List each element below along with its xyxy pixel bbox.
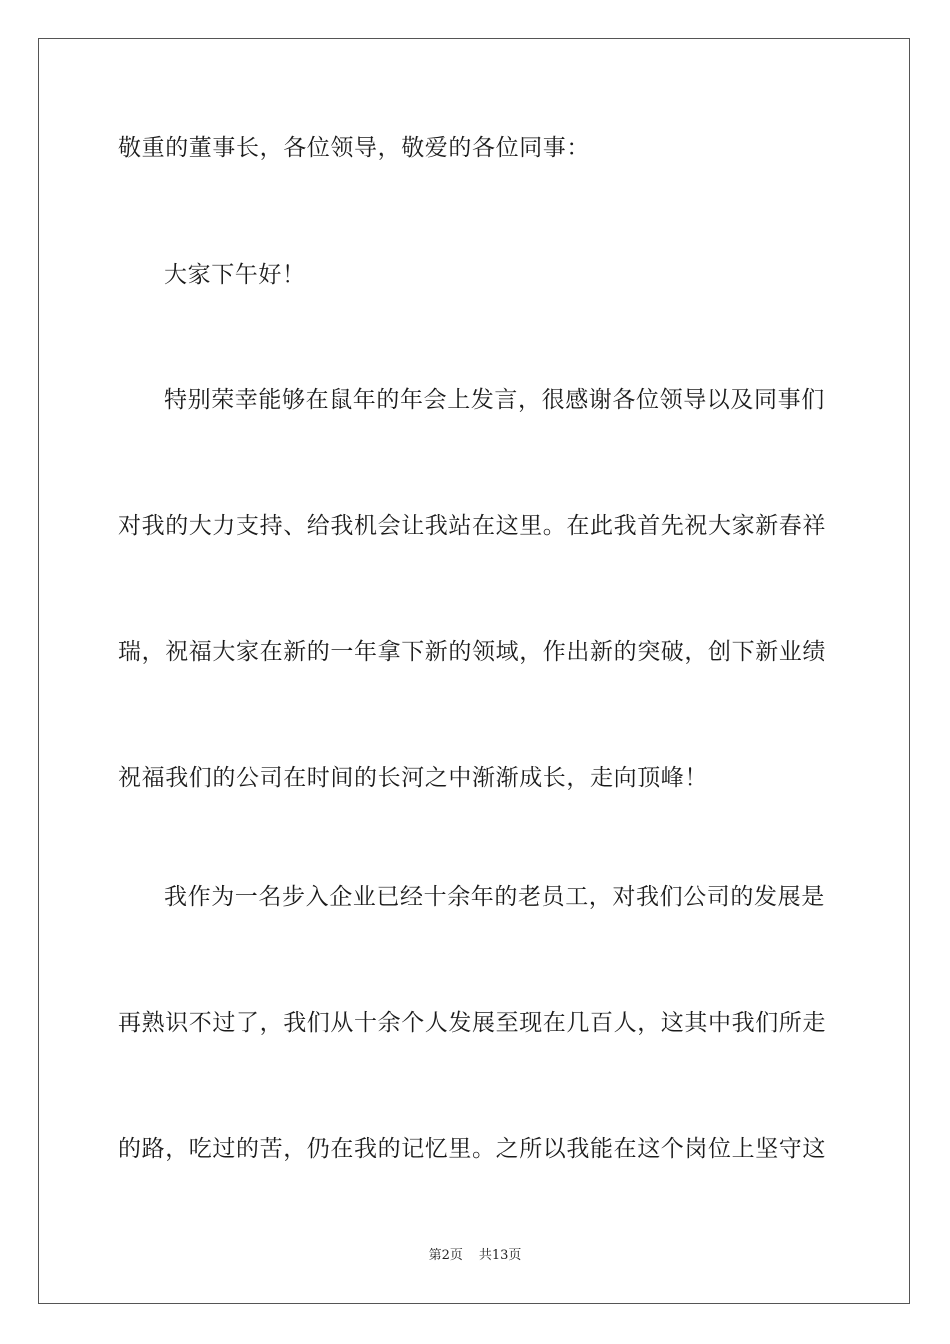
salutation-line: 敬重的董事长，各位领导，敬爱的各位同事： [118,135,590,161]
paragraph-line: 祝福我们的公司在时间的长河之中渐渐成长，走向顶峰！ [118,765,708,791]
paragraph-line: 再熟识不过了，我们从十余个人发展至现在几百人，这其中我们所走 [118,1010,826,1036]
paragraph-line: 的路，吃过的苦，仍在我的记忆里。之所以我能在这个岗位上坚守这 [118,1136,826,1162]
paragraph-line: 对我的大力支持、给我机会让我站在这里。在此我首先祝大家新春祥 [118,513,826,539]
page-footer [0,1248,950,1264]
paragraph-line: 瑞，祝福大家在新的一年拿下新的领域，作出新的突破，创下新业绩 [118,639,826,665]
page-total: 共13页 [478,1248,522,1263]
page-number: 第2页 [428,1248,463,1263]
paragraph-line: 特别荣幸能够在鼠年的年会上发言，很感谢各位领导以及同事们 [164,387,825,413]
paragraph-line: 我作为一名步入企业已经十余年的老员工，对我们公司的发展是 [164,884,825,910]
greeting-line: 大家下午好！ [164,262,306,288]
page-border [38,38,910,1304]
